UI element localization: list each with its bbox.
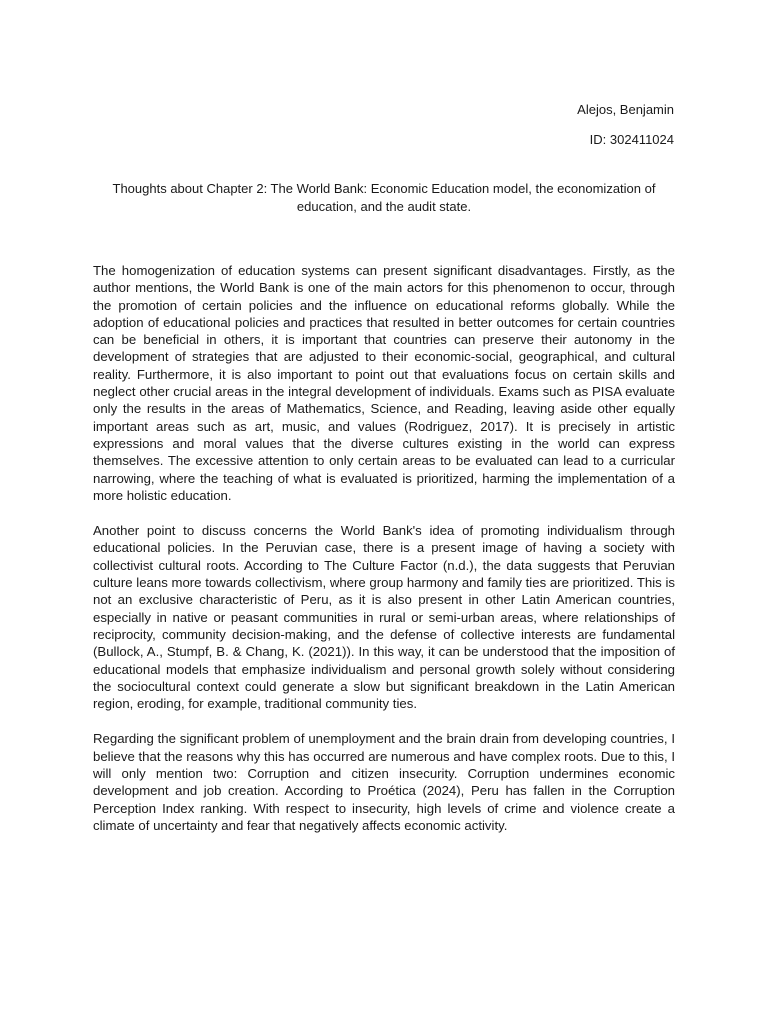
document-body	[93, 262, 675, 852]
author-name: Alejos, Benjamin	[577, 102, 674, 117]
paragraph-2: Another point to discuss concerns the World Bank's idea of promoting individualism through educational policies. In the Peruvian case, there is a present image of having a society with collectivist cultural roots. According to The Culture Factor (n.d.), the data suggests that Peruvian culture leans more towards collectivism, where group harmony and family ties are prioritized. This is not an exclusive characteristic of Peru, as it is also present in other Latin American countries, especially in native or peasant communities in rural or semi-urban areas, where relationships of reciprocity, community decision-making, and the defense of collective interests are fundamental (Bullock, A., Stumpf, B. & Chang, K. (2021)). In this way, it can be understood that the imposition of educational models that emphasize individualism and personal growth solely without considering the sociocultural context could generate a slow but significant breakdown in the Latin American region, eroding, for example, traditional community ties.	[93, 523, 675, 712]
student-id: ID: 302411024	[589, 132, 674, 147]
document-title: Thoughts about Chapter 2: The World Bank: Economic Education model, the economization of education, and the audit state.	[112, 181, 656, 214]
paragraph-3: Regarding the significant problem of unemployment and the brain drain from developing countries, I believe that the reasons why this has occurred are numerous and have complex roots. Due to this, I will only mention two: Corruption and citizen insecurity. Corruption undermines economic development and job creation. According to Proética (2024), Peru has fallen in the Corruption Perception Index ranking. With respect to insecurity, high levels of crime and violence create a climate of uncertainty and fear that negatively affects economic activity.	[93, 731, 675, 833]
paragraph-1: The homogenization of education systems can present significant disadvantages. Firstly, as the author mentions, the World Bank is one of the main actors for this phenomenon to occur, through the promotion of certain policies and the influence on educational reforms globally. While the adoption of educational policies and practices that resulted in better outcomes for certain countries can be beneficial in others, it is important that countries can preserve their autonomy in the development of strategies that are adjusted to their economic-social, geographical, and cultural reality. Furthermore, it is also important to point out that evaluations focus on certain skills and neglect other crucial areas in the integral development of individuals. Exams such as PISA evaluate only the results in the areas of Mathematics, Science, and Reading, leaving aside other equally important areas such as art, music, and values (Rodriguez, 2017). It is precisely in artistic expressions and moral values that the diverse cultures existing in the world can express themselves. The excessive attention to only certain areas to be evaluated can lead to a curricular narrowing, where the teaching of what is evaluated is prioritized, harming the implementation of a more holistic education.	[93, 263, 675, 503]
